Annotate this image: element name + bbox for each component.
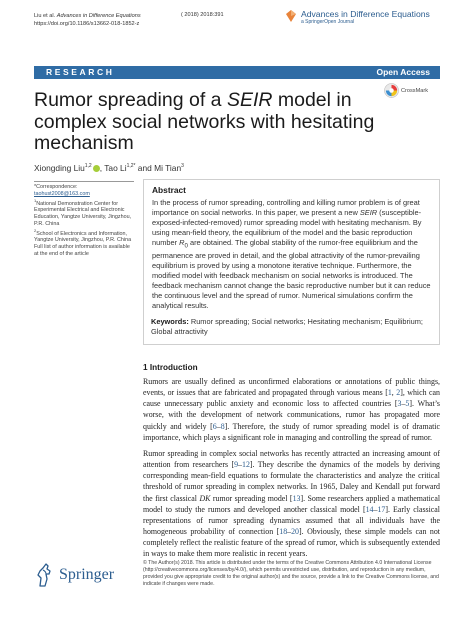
journal-brand[interactable]: [286, 9, 430, 26]
intro-paragraph-1: Rumors are usually defined as unconfirmed elaborations or annotations of public things, events, or issues that are fabricated and propagated through various means [1, 2], which can cause unnecessary public anxiety and economic loss to affected countries [3–5]. What’s worse, with the development of network communications, rumor has propagated more quickly and widely [6–8]. Therefore, the study of rumor spreading model is of dramatic importance, which plays a significant role in managing and controlling the spread of rumor.: [143, 377, 441, 442]
author-list: Xiongding Liu$^{1,2}$ , Tao $Li^{1,2*}$ and Mi Tian$^3$: [34, 163, 184, 173]
doi-link[interactable]: https://doi.org/10.1186/s13662-018-1852-z: [34, 21, 140, 27]
citation-authors: Liu et al.: [34, 13, 56, 19]
article-type-label: RESEARCH: [46, 67, 115, 77]
article-title: Rumor spreading of a SEIR model in complex social networks with hesitating mechanism: [34, 89, 375, 154]
publisher-name: Springer: [59, 566, 115, 583]
sidebar-divider: [34, 181, 134, 182]
citation-link[interactable]: 1: [387, 388, 392, 398]
keywords-label: Keywords:: [151, 317, 189, 326]
citation-link[interactable]: 14: [365, 504, 374, 514]
citation-journal: Advances in Difference Equations: [56, 13, 141, 19]
citation-header: [34, 12, 141, 28]
citation-link[interactable]: 12: [242, 460, 250, 470]
citation-link[interactable]: 13: [292, 493, 301, 503]
affiliation-1: $^1$National Demonstration Center for Experimental Electrical and Electronic Education, Yangtze University, Jingzhou, P.R. China: [34, 197, 132, 227]
section-heading-introduction: 1 Introduction: [143, 363, 198, 372]
citation-link[interactable]: 6: [212, 421, 217, 431]
affiliation-2: $^2$School of Electronics and Information, Yangtze University, Jingzhou, P.R. China: [34, 227, 132, 244]
full-author-list-note: Full list of author information is available at the end of the article: [34, 243, 130, 257]
article-type-bar: [34, 66, 440, 79]
citation-link[interactable]: 2: [396, 388, 401, 398]
license-notice: © The Author(s) 2018. This article is distributed under the terms of the Creative Commons Attribution 4.0 International License (http://creativecommons.org/licenses/by/4.0/), which permits unrestricted use, distribution, and reproduction in any medium, provided you give appropriate credit to the original author(s) and the source, provide a link to the Creative Commons license, and indicate if changes were made.: [143, 560, 439, 587]
correspondence-email[interactable]: taohust2008@163.com: [34, 190, 90, 197]
author-1[interactable]: Xiongding Liu: [34, 163, 85, 173]
author-2[interactable]: , Tao Li: [99, 163, 127, 173]
author-info-sidebar: [34, 181, 134, 258]
crossmark-icon: [384, 83, 399, 98]
journal-name: Advances in Difference Equations: [301, 9, 430, 19]
citation-link[interactable]: 9: [234, 460, 239, 470]
abstract-text: In the process of rumor spreading, controlling and killing rumor problem is of great importance on social networks. In this paper, we present a new SEIR (susceptible-exposed-infected-removed) rumor spreading model with hesitating mechanism. By using mean-field theory, the equilibrium of the model and the basic reproduction number $R_0$ are obtained. The global stability of the rumor-free equilibrium and the permanence are proved in detail, and the global attractivity of the rumor-prevailing equilibrium is proved by using a monotone iterative technique. Furthermore, the modified model with feedback mechanism on social networks is introduced. The feedback mechanism cannot change the basic reproductive number but it can reduce the continuous level and the spread of rumor. Numerical simulations confirm the analytical results.: [152, 198, 431, 310]
journal-subtitle: a SpringerOpen Journal: [301, 19, 355, 25]
intro-paragraph-2: Rumor spreading in complex social networks has recently attracted an increasing amount of attention from researchers [9–12]. They describe the dynamics of the models by deriving corresponding mean-field equations to formulate the characteristics and analyze the critical threshold of rumor spreading in complex networks. In 1965, Daley and Kendall put forward the first classical DK rumor spreading model [13]. Some researchers applied a mathematical model to study the rumors and developed another classical model [14–17]. Early classical representations of rumor spreading dynamics assumed that all individuals have the homogeneous probability of connection [18–20]. Obviously, these simple models can not completely reflect the realistic feature of the spread of rumor, which is subsequently extended in ways to make them more realistic in recent years.: [143, 449, 441, 559]
keywords-text: Rumor spreading; Social networks; Hesitating mechanism; Equilibrium; Global attractivity: [151, 317, 423, 336]
open-access-label: Open Access: [376, 67, 430, 77]
year-volume: ( 2018) 2018:391: [181, 12, 224, 18]
citation-link[interactable]: 5: [405, 399, 410, 409]
author-3[interactable]: and Mi Tian: [135, 163, 182, 173]
publisher-logo[interactable]: [34, 562, 114, 588]
correspondence-label: *Correspondence:: [34, 184, 78, 190]
crossmark-label: CrossMark: [401, 87, 429, 94]
crossmark-badge[interactable]: [384, 83, 428, 98]
abstract-heading: Abstract: [152, 185, 186, 195]
orcid-icon[interactable]: [93, 165, 100, 172]
citation-link[interactable]: 18: [279, 527, 288, 537]
citation-link[interactable]: 3: [397, 399, 402, 409]
citation-link[interactable]: 17: [377, 504, 386, 514]
citation-link[interactable]: 8: [220, 421, 225, 431]
springer-horse-icon: [34, 562, 56, 588]
journal-logo-icon: [286, 10, 296, 22]
keywords: [151, 317, 433, 337]
citation-link[interactable]: 20: [291, 527, 299, 537]
